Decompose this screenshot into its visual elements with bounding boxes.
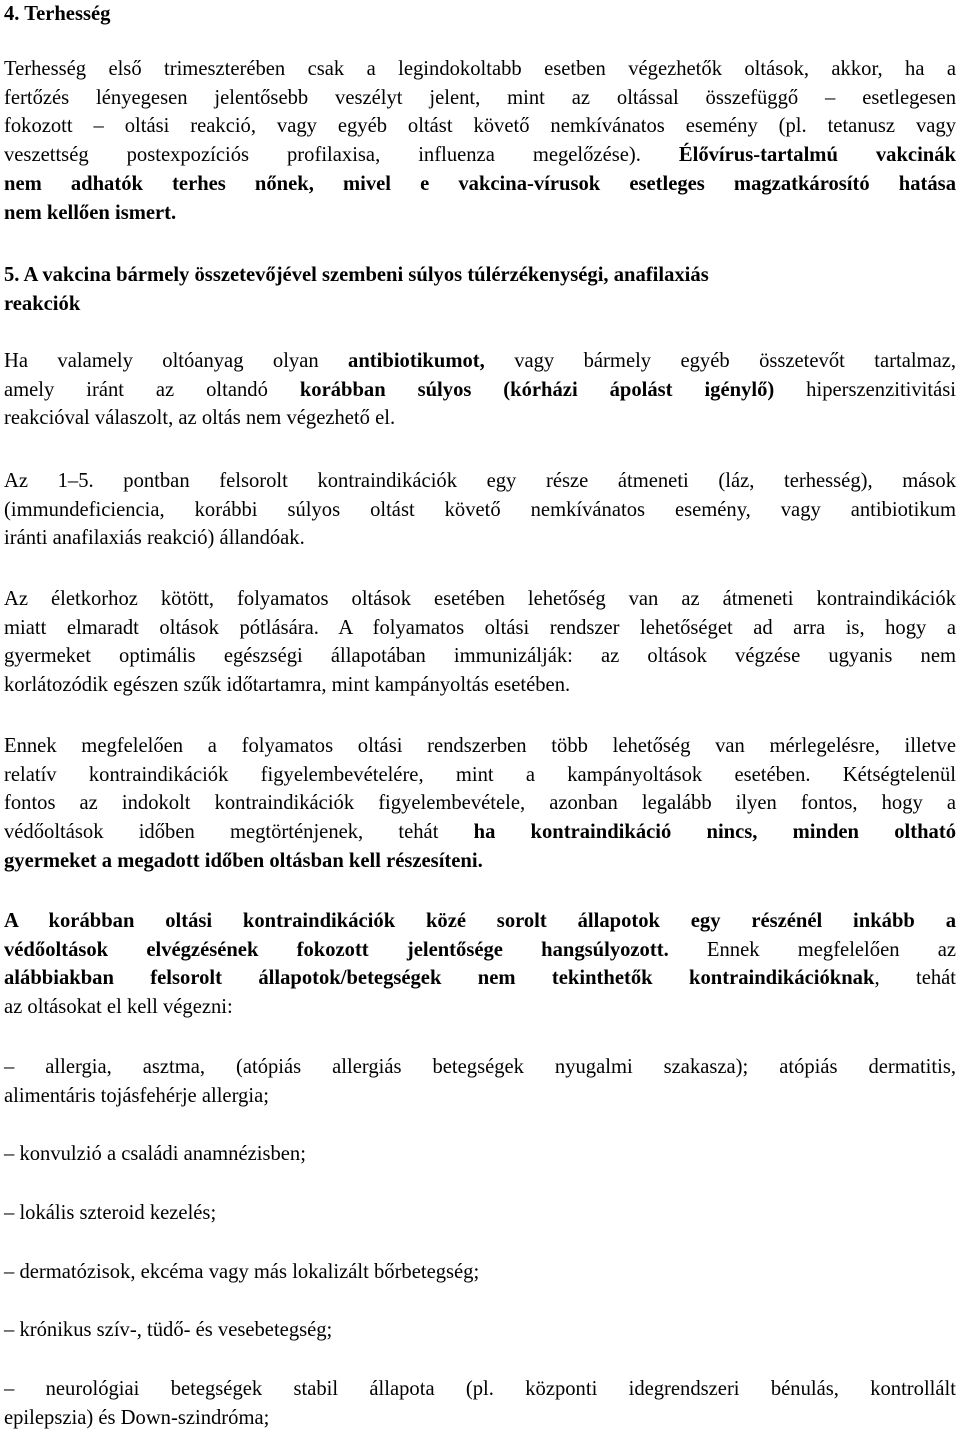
list-item bbox=[4, 1199, 956, 1228]
paragraph-not-contraindications bbox=[4, 907, 956, 1022]
text-line: korlátozódik egészen szűk időtartamra, mint kampányoltás esetében. bbox=[4, 674, 571, 697]
text-line: fertőzés lényegesen jelentősebb veszélyt jelent, mint az oltással összefüggő – esetlegesen bbox=[4, 86, 956, 109]
text-line: (immundeficiencia, korábbi súlyos oltást követő nemkívánatos esemény, vagy antibiotikum bbox=[4, 498, 956, 521]
section-heading-4 bbox=[4, 0, 956, 29]
text-line: – konvulzió a családi anamnézisben; bbox=[4, 1143, 306, 1165]
text-line: – dermatózisok, ekcéma vagy más lokalizált bőrbetegség; bbox=[4, 1261, 480, 1283]
text-line: Ha valamely oltóanyag olyan antibiotikumot, vagy bármely egyéb összetevőt tartalmaz, bbox=[4, 350, 956, 372]
text-line: Ennek megfelelően a folyamatos oltási rendszerben több lehetőség van mérlegelésre, illetve bbox=[4, 735, 956, 757]
text-line: gyermeket a megadott időben oltásban kell részesíteni. bbox=[4, 849, 483, 872]
text-line: védőoltások elvégzésének fokozott jelentősége hangsúlyozott. Ennek megfelelően az bbox=[4, 938, 956, 961]
heading-line: reakciók bbox=[4, 292, 81, 315]
text-line: reakcióval válaszolt, az oltás nem végezhető el. bbox=[4, 407, 396, 430]
text-line: – krónikus szív-, tüdő- és vesebetegség; bbox=[4, 1319, 333, 1341]
paragraph-continuous-vaccinations bbox=[4, 585, 956, 700]
text-line: nem adhatók terhes nőnek, mivel e vakcina-vírusok esetleges magzatkárosító hatása bbox=[4, 172, 956, 195]
text-line: gyermeket optimális egészségi állapotában immunizálják: az oltások végzése ugyanis nem bbox=[4, 645, 956, 668]
list-item bbox=[4, 1140, 956, 1169]
list-item bbox=[4, 1375, 956, 1432]
paragraph-contraindications-summary bbox=[4, 467, 956, 553]
text-line: – allergia, asztma, (atópiás allergiás betegségek nyugalmi szakasza); atópiás dermatitis, bbox=[4, 1056, 956, 1078]
list-item bbox=[4, 1316, 956, 1345]
text-line: alábbiakban felsorolt állapotok/betegségek nem tekinthetők kontraindikációknak, tehát bbox=[4, 967, 956, 990]
text-line: iránti anafilaxiás reakció) állandóak. bbox=[4, 527, 305, 550]
heading-line: 5. A vakcina bármely összetevőjével szembeni súlyos túlérzékenységi, anafilaxiás bbox=[4, 264, 709, 286]
section-heading-5 bbox=[4, 261, 956, 318]
text-line: – lokális szteroid kezelés; bbox=[4, 1202, 217, 1224]
text-line: Az életkorhoz kötött, folyamatos oltások esetében lehetőség van az átmeneti kontraindikációk bbox=[4, 588, 956, 610]
text-line: fokozott – oltási reakció, vagy egyéb oltást követő nemkívánatos esemény (pl. tetanusz vagy bbox=[4, 115, 956, 138]
text-line: Az 1–5. pontban felsorolt kontraindikációk egy része átmeneti (láz, terhesség), mások bbox=[4, 470, 956, 492]
paragraph-pregnancy bbox=[4, 55, 956, 227]
text-line: relatív kontraindikációk figyelembevételére, mint a kampányoltások esetében. Kétségtelenül bbox=[4, 763, 956, 786]
heading-text: 4. Terhesség bbox=[4, 3, 111, 25]
text-line: amely iránt az oltandó korábban súlyos (kórházi ápolást igénylő) hiperszenzitivitási bbox=[4, 378, 957, 401]
text-line: veszettség postexpozíciós profilaxisa, influenza megelőzése). Élővírus-tartalmú vakcinák bbox=[4, 144, 956, 167]
text-line: epilepszia) és Down-szindróma; bbox=[4, 1406, 270, 1429]
text-line: – neurológiai betegségek stabil állapota (pl. központi idegrendszeri bénulás, kontrollált bbox=[4, 1378, 956, 1400]
text-line: A korábban oltási kontraindikációk közé sorolt állapotok egy részénél inkább a bbox=[4, 910, 956, 932]
paragraph-hypersensitivity bbox=[4, 347, 956, 433]
text-line: az oltásokat el kell végezni: bbox=[4, 996, 233, 1019]
paragraph-relative-contraindications bbox=[4, 732, 956, 876]
text-line: Terhesség első trimeszterében csak a legindokoltabb esetben végezhetők oltások, akkor, ha a bbox=[4, 58, 956, 80]
list-item bbox=[4, 1053, 956, 1110]
text-line: védőoltások időben megtörténjenek, tehát ha kontraindikáció nincs, minden oltható bbox=[4, 821, 956, 844]
text-line: nem kellően ismert. bbox=[4, 201, 177, 224]
text-line: fontos az indokolt kontraindikációk figyelembevétele, azonban legalább ilyen fontos, hogy a bbox=[4, 792, 956, 815]
list-item bbox=[4, 1258, 956, 1287]
text-line: miatt elmaradt oltások pótlására. A folyamatos oltási rendszer lehetőséget ad arra is, hogy a bbox=[4, 616, 956, 639]
text-line: alimentáris tojásfehérje allergia; bbox=[4, 1084, 269, 1107]
